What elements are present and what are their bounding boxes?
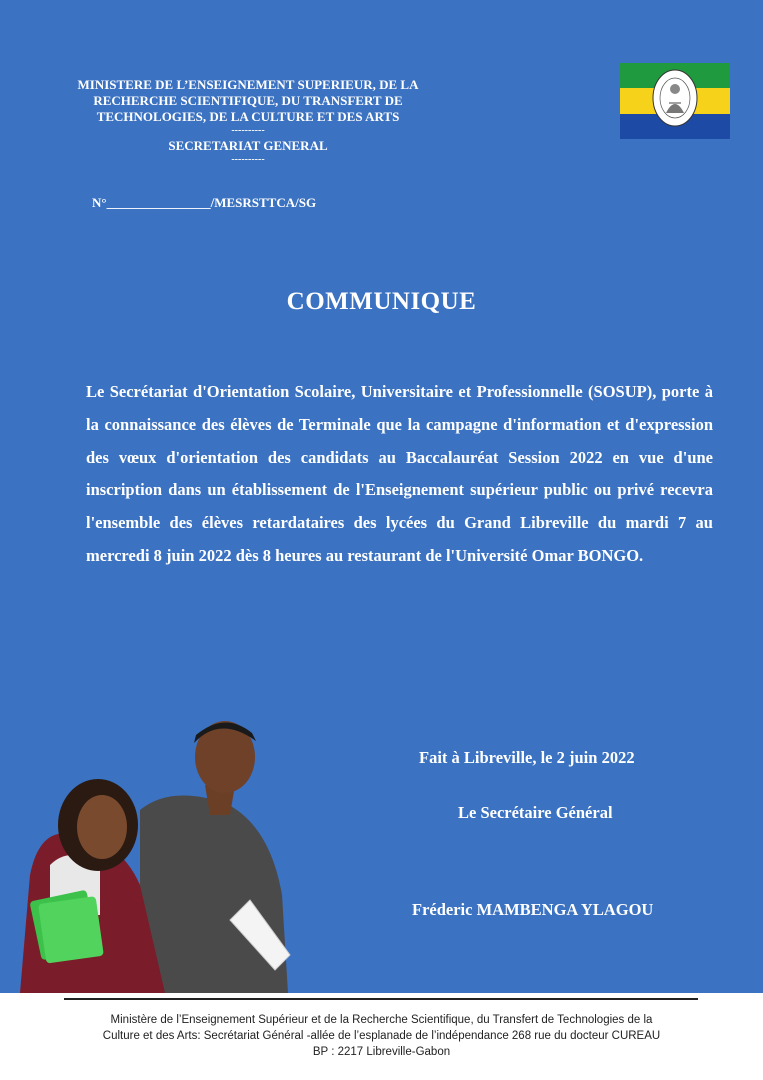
footer-line-2: Culture et des Arts: Secrétariat Général -allée de l’esplanade de l’indépendance 268 rue du docteur CUREAU	[102, 1030, 661, 1042]
signatory-role: Le Secrétaire Général	[458, 803, 613, 822]
footer-line-1: Ministère de l’Enseignement Supérieur et de la Recherche Scientifique, du Transfert de Technologies de la	[110, 1014, 653, 1026]
students-photo	[20, 715, 310, 993]
footer-divider	[64, 998, 698, 1000]
coat-of-arms-seal-icon	[652, 69, 698, 127]
signatory-name: Fréderic MAMBENGA YLAGOU	[412, 900, 654, 919]
ministry-header	[58, 77, 438, 166]
header-separator: ----------	[231, 125, 265, 136]
ministry-line-1: MINISTERE DE L’ENSEIGNEMENT SUPERIEUR, DE LA	[77, 77, 419, 92]
gabon-flag	[620, 63, 730, 139]
header-separator-2: ----------	[231, 154, 265, 165]
place-date: Fait à Libreville, le 2 juin 2022	[419, 748, 635, 767]
ministry-line-2: RECHERCHE SCIENTIFIQUE, DU TRANSFERT DE	[93, 93, 403, 108]
department-name: SECRETARIAT GENERAL	[168, 138, 328, 153]
ministry-line-3: TECHNOLOGIES, DE LA CULTURE ET DES ARTS	[96, 109, 400, 124]
reference-number: N°________________/MESRSTTCA/SG	[92, 195, 317, 210]
footer-address	[40, 1012, 723, 1060]
footer-line-3: BP : 2217 Libreville-Gabon	[312, 1046, 451, 1058]
page-title: COMMUNIQUE	[286, 288, 477, 315]
communique-body: Le Secrétariat d'Orientation Scolaire, Universitaire et Professionnelle (SOSUP), porte à la connaissance des élèves de Terminale que la campagne d'information et d'expression des vœux d'orientation des candidats au Baccalauréat Session 2022 en vue d'une inscription dans un établissement de l'Enseignement supérieur public ou privé recevra l'ensemble des élèves retardataires des lycées du Grand Libreville du mardi 7 au mercredi 8 juin 2022 dès 8 heures au restaurant de l'Université Omar BONGO.	[86, 382, 713, 565]
